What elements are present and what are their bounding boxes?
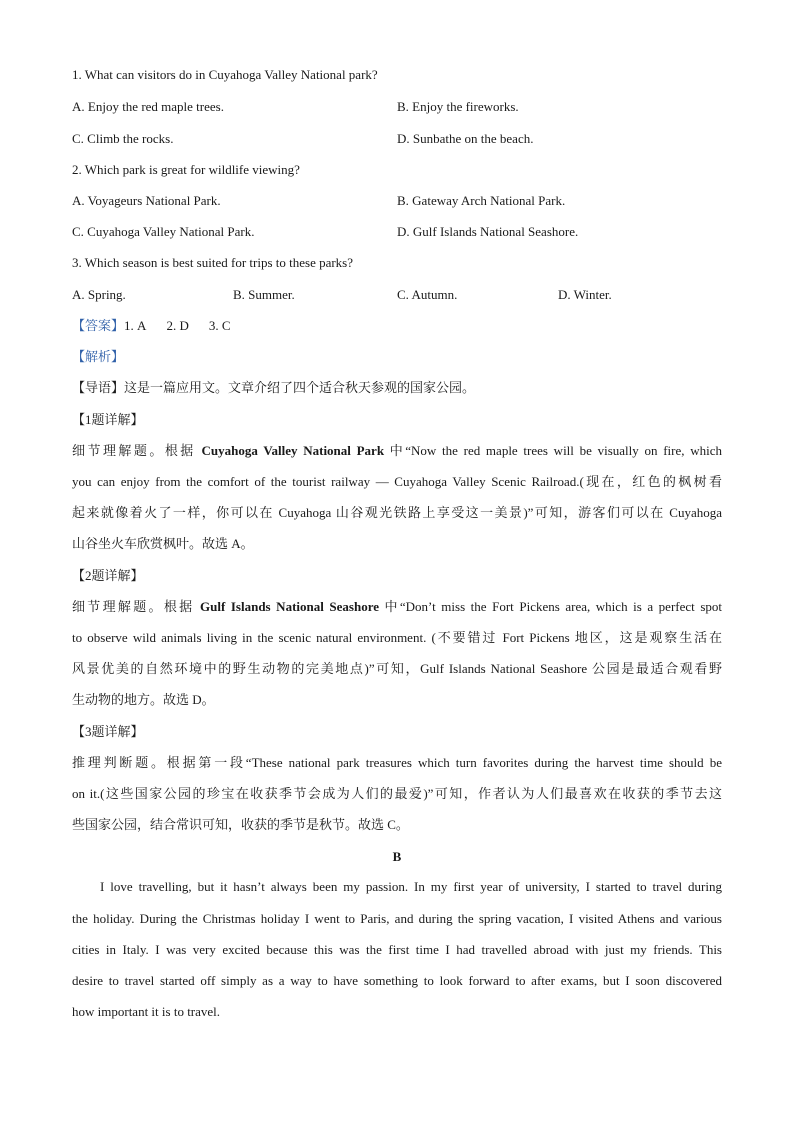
question-1-option-a: A. Enjoy the red maple trees. [72, 99, 224, 114]
detail-3-line-1: 推理判断题。根据第一段“These national park treasures which turn favorites during the harvest time should be [72, 755, 722, 770]
detail-2-heading: 【2题详解】 [72, 568, 144, 583]
answer-label: 答案 [85, 318, 112, 333]
question-3-prompt: 3. Which season is best suited for trips to these parks? [72, 255, 354, 270]
section-b-line-5: how important it is to travel. [72, 1004, 221, 1019]
detail-1-line-4: 山谷坐火车欣赏枫叶。故选 A。 [72, 536, 254, 551]
detail-1-heading: 【1题详解】 [72, 412, 144, 427]
question-2-option-d: D. Gulf Islands National Seashore. [397, 224, 579, 239]
question-2-option-a: A. Voyageurs National Park. [72, 193, 221, 208]
analysis-label: 【解析】 [72, 349, 125, 364]
detail-1-line-1-pre: 细节理解题。根据 [72, 443, 202, 458]
detail-3-heading: 【3题详解】 [72, 724, 144, 739]
detail-3-line-3: 些国家公园，结合常识可知，收获的季节是秋节。故选 C。 [72, 817, 409, 832]
detail-2-park-name: Gulf Islands National Seashore [200, 599, 379, 614]
answer-bracket-open: 【 [72, 318, 86, 333]
detail-1-line-1 [72, 442, 722, 460]
question-3-option-c: C. Autumn. [397, 287, 458, 302]
detail-2-line-1-pre: 细节理解题。根据 [72, 599, 201, 614]
detail-3-line-2: on it.(这些国家公园的珍宝在收获季节会成为人们的最爱)”可知，作者认为人们最喜欢在收获的季节去这 [72, 786, 722, 801]
question-1-prompt: 1. What can visitors do in Cuyahoga Valley National park? [72, 67, 378, 82]
question-2-option-c: C. Cuyahoga Valley National Park. [72, 224, 255, 239]
answer-item-1: 1. A [124, 318, 147, 333]
question-1-option-c: C. Climb the rocks. [72, 131, 174, 146]
question-1-option-d: D. Sunbathe on the beach. [397, 131, 534, 146]
detail-2-line-2: to observe wild animals living in the scenic natural environment. (不要错过 Fort Pickens 地区，这是观察生活在 [72, 630, 722, 645]
section-b-line-3: cities in Italy. I was very excited because this was the first time I had travelled abroad with just my friends. This [72, 942, 722, 957]
detail-1-park-name: Cuyahoga Valley National Park [201, 443, 385, 458]
question-3-option-d: D. Winter. [558, 287, 612, 302]
detail-2-line-3: 风景优美的自然环境中的野生动物的完美地点)”可知，Gulf Islands National Seashore 公园是最适合观看野 [72, 661, 722, 676]
detail-2-line-4: 生动物的地方。故选 D。 [72, 692, 215, 707]
detail-1-line-1-post: 中“Now the red maple trees will be visually on fire, which [384, 443, 722, 458]
guide-line [72, 379, 475, 397]
section-b-heading: B [392, 849, 402, 864]
guide-text: 这是一篇应用文。文章介绍了四个适合秋天参观的国家公园。 [124, 380, 476, 395]
question-3-option-a: A. Spring. [72, 287, 126, 302]
section-b-line-1: I love travelling, but it hasn’t always been my passion. In my first year of university, I started to travel during [100, 879, 722, 894]
question-2-prompt: 2. Which park is great for wildlife viewing? [72, 162, 300, 177]
detail-1-line-2: you can enjoy from the comfort of the tourist railway — Cuyahoga Valley Scenic Railroad.(现在，红色的枫树看 [72, 474, 722, 489]
detail-2-line-1-post: 中“Don’t miss the Fort Pickens area, which is a perfect spot [379, 599, 722, 614]
answer-line [72, 317, 231, 335]
question-1-option-b: B. Enjoy the fireworks. [397, 99, 519, 114]
answer-item-2: 2. D [166, 318, 189, 333]
question-2-option-b: B. Gateway Arch National Park. [397, 193, 566, 208]
detail-1-line-3: 起来就像着火了一样，你可以在 Cuyahoga 山谷观光铁路上享受这一美景)”可知，游客们可以在 Cuyahoga [72, 505, 722, 520]
guide-label: 【导语】 [72, 380, 125, 395]
question-3-option-b: B. Summer. [233, 287, 295, 302]
detail-2-line-1 [72, 598, 722, 616]
answer-item-3: 3. C [208, 318, 231, 333]
section-b-line-4: desire to travel started off simply as a way to have something to look forward to after exams, but I soon discovered [72, 973, 722, 988]
section-b-line-2: the holiday. During the Christmas holiday I went to Paris, and during the spring vacation, I visited Athens and various [72, 911, 722, 926]
answer-bracket-close: 】 [111, 318, 125, 333]
